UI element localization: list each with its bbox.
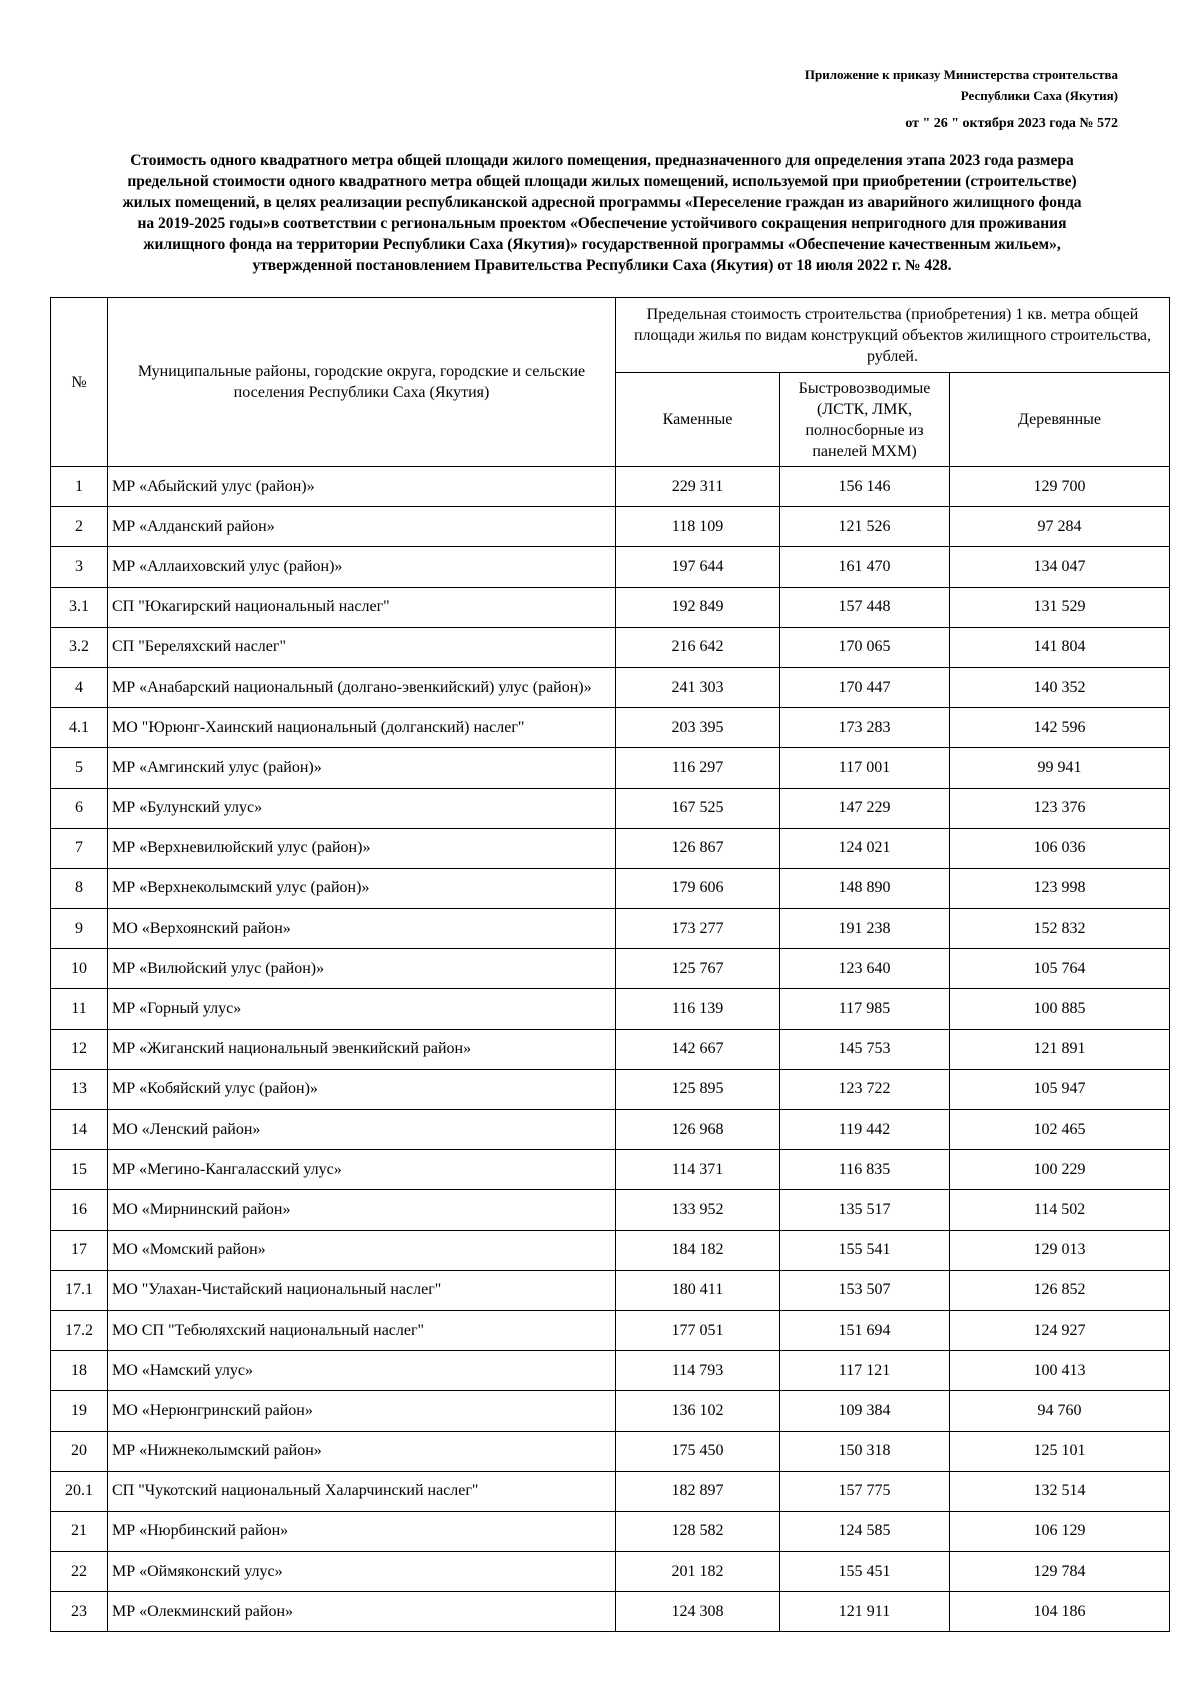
wood-cost-cell: 134 047 <box>950 547 1170 587</box>
title-line: на 2019-2025 годы»в соответствии с региональным проектом «Обеспечение устойчивого сокращения непригодного для проживания <box>137 215 1067 232</box>
fast-build-cost-cell: 117 985 <box>780 989 950 1029</box>
wood-cost-cell: 106 036 <box>950 828 1170 868</box>
row-number-cell: 10 <box>51 949 108 989</box>
municipality-cell: МР «Мегино-Кангаласский улус» <box>108 1150 616 1190</box>
row-number-cell: 11 <box>51 989 108 1029</box>
row-number-cell: 21 <box>51 1511 108 1551</box>
table-row <box>51 507 1170 547</box>
column-header-fast-build: Быстровозводимые (ЛСТК, ЛМК, полносборные из панелей МХМ) <box>780 373 950 467</box>
title-line: предельной стоимости одного квадратного метра общей площади жилых помещений, используемой при приобретении (строительстве) <box>127 173 1077 190</box>
stone-cost-cell: 116 297 <box>616 748 780 788</box>
table-row <box>51 667 1170 707</box>
municipality-cell: МР «Верхнеколымский улус (район)» <box>108 868 616 908</box>
wood-cost-cell: 106 129 <box>950 1511 1170 1551</box>
table-row <box>51 627 1170 667</box>
municipality-cell: МР «Олекминский район» <box>108 1592 616 1632</box>
municipality-cell: МО «Верхоянский район» <box>108 909 616 949</box>
fast-build-cost-cell: 123 640 <box>780 949 950 989</box>
table-row <box>51 547 1170 587</box>
table-body <box>51 467 1170 1632</box>
fast-build-cost-cell: 121 526 <box>780 507 950 547</box>
stone-cost-cell: 175 450 <box>616 1431 780 1471</box>
table-row <box>51 989 1170 1029</box>
wood-cost-cell: 114 502 <box>950 1190 1170 1230</box>
table-row <box>51 1592 1170 1632</box>
row-number-cell: 23 <box>51 1592 108 1632</box>
row-number-cell: 15 <box>51 1150 108 1190</box>
row-number-cell: 4.1 <box>51 708 108 748</box>
stone-cost-cell: 114 371 <box>616 1150 780 1190</box>
stone-cost-cell: 128 582 <box>616 1511 780 1551</box>
stone-cost-cell: 241 303 <box>616 667 780 707</box>
municipality-cell: СП "Чукотский национальный Халарчинский наслег" <box>108 1471 616 1511</box>
table-row <box>51 909 1170 949</box>
table-row <box>51 949 1170 989</box>
table-row <box>51 1270 1170 1310</box>
title-line: жилищного фонда на территории Республики Саха (Якутия)» государственной программы «Обеспечение качественным жильем», <box>143 236 1061 253</box>
stone-cost-cell: 201 182 <box>616 1552 780 1592</box>
stone-cost-cell: 184 182 <box>616 1230 780 1270</box>
row-number-cell: 1 <box>51 467 108 507</box>
appendix-line-2: Республики Саха (Якутия) <box>960 88 1118 103</box>
municipality-cell: МР «Горный улус» <box>108 989 616 1029</box>
table-row <box>51 1431 1170 1471</box>
stone-cost-cell: 125 767 <box>616 949 780 989</box>
row-number-cell: 2 <box>51 507 108 547</box>
municipality-cell: МО «Момский район» <box>108 1230 616 1270</box>
municipality-cell: МО «Ленский район» <box>108 1110 616 1150</box>
stone-cost-cell: 142 667 <box>616 1029 780 1069</box>
municipality-cell: МР «Амгинский улус (район)» <box>108 748 616 788</box>
table-row <box>51 1230 1170 1270</box>
appendix-line-1: Приложение к приказу Министерства строительства <box>804 67 1118 82</box>
wood-cost-cell: 97 284 <box>950 507 1170 547</box>
document-title <box>52 150 1152 276</box>
wood-cost-cell: 100 229 <box>950 1150 1170 1190</box>
stone-cost-cell: 136 102 <box>616 1391 780 1431</box>
row-number-cell: 17 <box>51 1230 108 1270</box>
fast-build-cost-cell: 116 835 <box>780 1150 950 1190</box>
municipality-cell: МР «Кобяйский улус (район)» <box>108 1069 616 1109</box>
table-row <box>51 1029 1170 1069</box>
wood-cost-cell: 102 465 <box>950 1110 1170 1150</box>
municipality-cell: МР «Нюрбинский район» <box>108 1511 616 1551</box>
column-group-header-cost: Предельная стоимость строительства (приобретения) 1 кв. метра общей площади жилья по видам конструкций объектов жилищного строительства, рублей. <box>616 298 1170 373</box>
column-header-number: № <box>51 298 108 467</box>
fast-build-cost-cell: 161 470 <box>780 547 950 587</box>
appendix-header <box>618 64 1118 106</box>
row-number-cell: 9 <box>51 909 108 949</box>
fast-build-cost-cell: 124 585 <box>780 1511 950 1551</box>
fast-build-cost-cell: 123 722 <box>780 1069 950 1109</box>
stone-cost-cell: 118 109 <box>616 507 780 547</box>
stone-cost-cell: 124 308 <box>616 1592 780 1632</box>
stone-cost-cell: 167 525 <box>616 788 780 828</box>
wood-cost-cell: 129 700 <box>950 467 1170 507</box>
municipality-cell: МР «Алданский район» <box>108 507 616 547</box>
fast-build-cost-cell: 155 541 <box>780 1230 950 1270</box>
row-number-cell: 17.1 <box>51 1270 108 1310</box>
wood-cost-cell: 129 784 <box>950 1552 1170 1592</box>
row-number-cell: 6 <box>51 788 108 828</box>
municipality-cell: МР «Нижнеколымский район» <box>108 1431 616 1471</box>
stone-cost-cell: 179 606 <box>616 868 780 908</box>
municipality-cell: СП "Юкагирский национальный наслег" <box>108 587 616 627</box>
row-number-cell: 4 <box>51 667 108 707</box>
row-number-cell: 19 <box>51 1391 108 1431</box>
row-number-cell: 3 <box>51 547 108 587</box>
municipality-cell: МР «Булунский улус» <box>108 788 616 828</box>
table-row <box>51 1552 1170 1592</box>
wood-cost-cell: 105 947 <box>950 1069 1170 1109</box>
wood-cost-cell: 129 013 <box>950 1230 1170 1270</box>
fast-build-cost-cell: 151 694 <box>780 1310 950 1350</box>
row-number-cell: 7 <box>51 828 108 868</box>
row-number-cell: 12 <box>51 1029 108 1069</box>
stone-cost-cell: 192 849 <box>616 587 780 627</box>
wood-cost-cell: 123 376 <box>950 788 1170 828</box>
row-number-cell: 16 <box>51 1190 108 1230</box>
municipality-cell: МР «Жиганский национальный эвенкийский район» <box>108 1029 616 1069</box>
row-number-cell: 5 <box>51 748 108 788</box>
wood-cost-cell: 121 891 <box>950 1029 1170 1069</box>
fast-build-cost-cell: 157 775 <box>780 1471 950 1511</box>
municipality-cell: МО «Нерюнгринский район» <box>108 1391 616 1431</box>
table-row <box>51 708 1170 748</box>
fast-build-cost-cell: 145 753 <box>780 1029 950 1069</box>
row-number-cell: 20.1 <box>51 1471 108 1511</box>
wood-cost-cell: 123 998 <box>950 868 1170 908</box>
fast-build-cost-cell: 170 065 <box>780 627 950 667</box>
fast-build-cost-cell: 147 229 <box>780 788 950 828</box>
row-number-cell: 18 <box>51 1351 108 1391</box>
stone-cost-cell: 126 968 <box>616 1110 780 1150</box>
wood-cost-cell: 126 852 <box>950 1270 1170 1310</box>
table-row <box>51 587 1170 627</box>
municipality-cell: МР «Верхневилюйский улус (район)» <box>108 828 616 868</box>
table-row <box>51 1351 1170 1391</box>
stone-cost-cell: 114 793 <box>616 1351 780 1391</box>
stone-cost-cell: 180 411 <box>616 1270 780 1310</box>
stone-cost-cell: 133 952 <box>616 1190 780 1230</box>
wood-cost-cell: 100 413 <box>950 1351 1170 1391</box>
fast-build-cost-cell: 155 451 <box>780 1552 950 1592</box>
municipality-cell: МО "Улахан-Чистайский национальный наслег" <box>108 1270 616 1310</box>
order-date-line: от " 26 " октября 2023 года № 572 <box>905 116 1118 131</box>
wood-cost-cell: 104 186 <box>950 1592 1170 1632</box>
fast-build-cost-cell: 117 121 <box>780 1351 950 1391</box>
stone-cost-cell: 229 311 <box>616 467 780 507</box>
stone-cost-cell: 126 867 <box>616 828 780 868</box>
municipality-cell: МО СП "Тебюляхский национальный наслег" <box>108 1310 616 1350</box>
wood-cost-cell: 125 101 <box>950 1431 1170 1471</box>
municipality-cell: МР «Анабарский национальный (долгано-эвенкийский) улус (район)» <box>108 667 616 707</box>
stone-cost-cell: 197 644 <box>616 547 780 587</box>
fast-build-cost-cell: 170 447 <box>780 667 950 707</box>
fast-build-cost-cell: 124 021 <box>780 828 950 868</box>
table-row <box>51 1511 1170 1551</box>
wood-cost-cell: 152 832 <box>950 909 1170 949</box>
fast-build-cost-cell: 148 890 <box>780 868 950 908</box>
wood-cost-cell: 124 927 <box>950 1310 1170 1350</box>
table-row <box>51 868 1170 908</box>
wood-cost-cell: 132 514 <box>950 1471 1170 1511</box>
table-row <box>51 1069 1170 1109</box>
column-header-stone: Каменные <box>616 373 780 467</box>
row-number-cell: 22 <box>51 1552 108 1592</box>
fast-build-cost-cell: 191 238 <box>780 909 950 949</box>
stone-cost-cell: 125 895 <box>616 1069 780 1109</box>
title-line: жилых помещений, в целях реализации республиканской адресной программы «Переселение граждан из аварийного жилищного фонда <box>122 194 1082 211</box>
fast-build-cost-cell: 121 911 <box>780 1592 950 1632</box>
table-row <box>51 1391 1170 1431</box>
row-number-cell: 3.1 <box>51 587 108 627</box>
wood-cost-cell: 142 596 <box>950 708 1170 748</box>
fast-build-cost-cell: 117 001 <box>780 748 950 788</box>
table-row <box>51 788 1170 828</box>
table-row <box>51 1190 1170 1230</box>
municipality-cell: МР «Аллаиховский улус (район)» <box>108 547 616 587</box>
cost-table <box>50 297 1170 1632</box>
row-number-cell: 20 <box>51 1431 108 1471</box>
fast-build-cost-cell: 157 448 <box>780 587 950 627</box>
fast-build-cost-cell: 119 442 <box>780 1110 950 1150</box>
stone-cost-cell: 177 051 <box>616 1310 780 1350</box>
municipality-cell: МО «Мирнинский район» <box>108 1190 616 1230</box>
municipality-cell: МО "Юрюнг-Хаинский национальный (долганский) наслег" <box>108 708 616 748</box>
table-row <box>51 467 1170 507</box>
column-header-municipality: Муниципальные районы, городские округа, городские и сельские поселения Республики Саха (Якутия) <box>108 298 616 467</box>
table-row <box>51 1110 1170 1150</box>
wood-cost-cell: 100 885 <box>950 989 1170 1029</box>
table-row <box>51 1471 1170 1511</box>
municipality-cell: МО «Намский улус» <box>108 1351 616 1391</box>
wood-cost-cell: 105 764 <box>950 949 1170 989</box>
municipality-cell: СП "Береляхский наслег" <box>108 627 616 667</box>
row-number-cell: 13 <box>51 1069 108 1109</box>
row-number-cell: 17.2 <box>51 1310 108 1350</box>
table-row <box>51 1310 1170 1350</box>
municipality-cell: МР «Оймяконский улус» <box>108 1552 616 1592</box>
stone-cost-cell: 216 642 <box>616 627 780 667</box>
table-row <box>51 828 1170 868</box>
stone-cost-cell: 116 139 <box>616 989 780 1029</box>
stone-cost-cell: 203 395 <box>616 708 780 748</box>
fast-build-cost-cell: 173 283 <box>780 708 950 748</box>
row-number-cell: 3.2 <box>51 627 108 667</box>
title-line: Стоимость одного квадратного метра общей площади жилого помещения, предназначенного для определения этапа 2023 года размера <box>130 152 1074 169</box>
fast-build-cost-cell: 156 146 <box>780 467 950 507</box>
wood-cost-cell: 131 529 <box>950 587 1170 627</box>
wood-cost-cell: 141 804 <box>950 627 1170 667</box>
stone-cost-cell: 182 897 <box>616 1471 780 1511</box>
table-row <box>51 748 1170 788</box>
row-number-cell: 8 <box>51 868 108 908</box>
wood-cost-cell: 94 760 <box>950 1391 1170 1431</box>
municipality-cell: МР «Абыйский улус (район)» <box>108 467 616 507</box>
table-row <box>51 1150 1170 1190</box>
wood-cost-cell: 140 352 <box>950 667 1170 707</box>
municipality-cell: МР «Вилюйский улус (район)» <box>108 949 616 989</box>
stone-cost-cell: 173 277 <box>616 909 780 949</box>
row-number-cell: 14 <box>51 1110 108 1150</box>
column-header-wood: Деревянные <box>950 373 1170 467</box>
fast-build-cost-cell: 135 517 <box>780 1190 950 1230</box>
fast-build-cost-cell: 109 384 <box>780 1391 950 1431</box>
wood-cost-cell: 99 941 <box>950 748 1170 788</box>
fast-build-cost-cell: 150 318 <box>780 1431 950 1471</box>
fast-build-cost-cell: 153 507 <box>780 1270 950 1310</box>
title-line: утвержденной постановлением Правительства Республики Саха (Якутия) от 18 июля 2022 г. № 428. <box>252 257 952 274</box>
